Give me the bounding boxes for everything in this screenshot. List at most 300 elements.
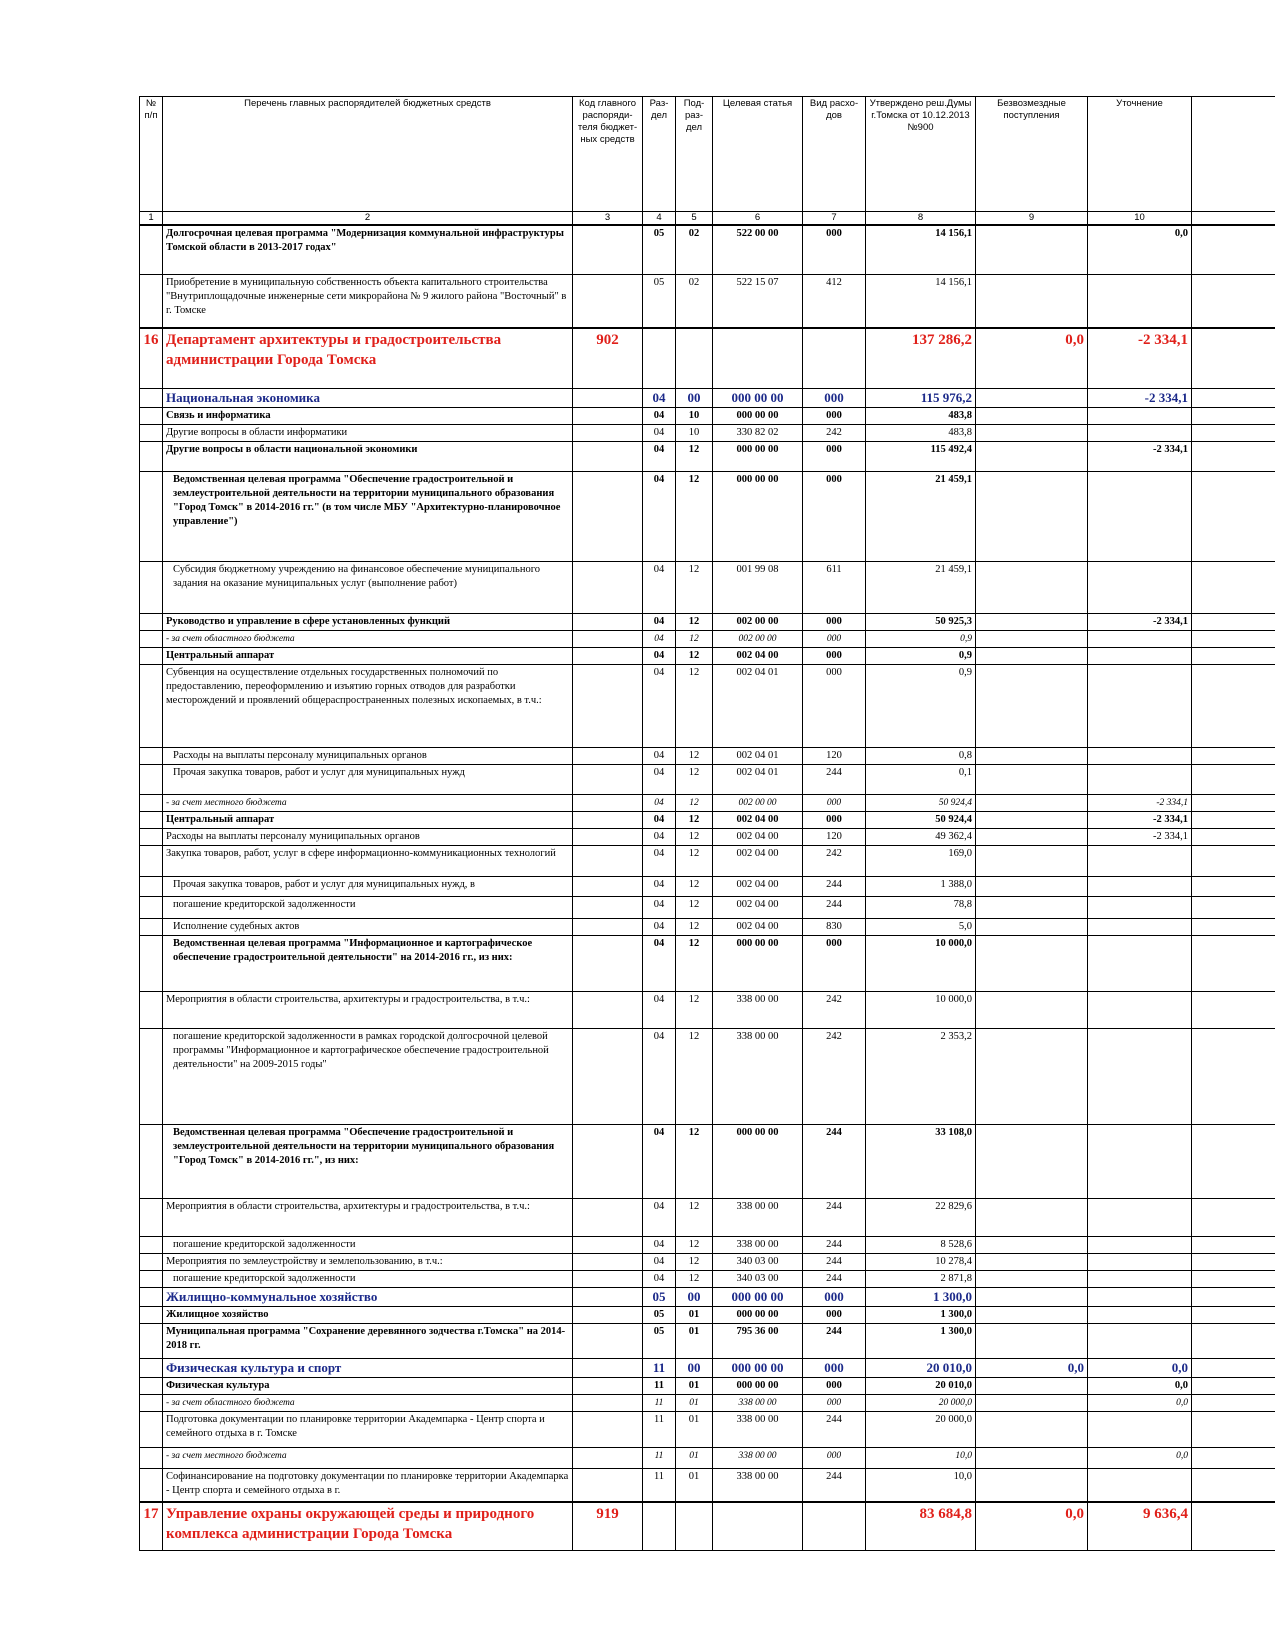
table-row [140, 1028, 1275, 1124]
row-free [976, 647, 1088, 664]
row-code [573, 794, 643, 811]
row-name: Физическая культура [163, 1377, 573, 1394]
row-free [976, 1323, 1088, 1358]
header-code: Код главного распоряди- теля бюджет- ных средств [573, 97, 643, 212]
row-num [140, 441, 163, 471]
row-article: 000 00 00 [713, 1306, 803, 1323]
row-approved: 0,1 [866, 764, 976, 794]
row-razdel: 04 [643, 424, 676, 441]
row-article [713, 328, 803, 388]
row-free [976, 664, 1088, 747]
row-vid: 242 [803, 991, 866, 1028]
row-article: 002 04 01 [713, 764, 803, 794]
row-code [573, 845, 643, 876]
row-code [573, 424, 643, 441]
header-free: Безвозмездные поступления [976, 97, 1088, 212]
row-free [976, 764, 1088, 794]
row-num [140, 471, 163, 561]
row-article: 338 00 00 [713, 1198, 803, 1236]
row-num [140, 918, 163, 935]
row-approved: 1 300,0 [866, 1323, 976, 1358]
row-free [976, 1394, 1088, 1411]
row-approved: 137 286,2 [866, 328, 976, 388]
row-razdel: 05 [643, 1323, 676, 1358]
row-num [140, 1447, 163, 1468]
row-vid: 244 [803, 1198, 866, 1236]
row-article: 000 00 00 [713, 471, 803, 561]
row-clarif: -2 334,1 [1088, 328, 1192, 388]
row-podrazdel: 12 [676, 828, 713, 845]
row-approved: 10 000,0 [866, 991, 976, 1028]
row-name: - за счет областного бюджета [163, 630, 573, 647]
row-approved: 83 684,8 [866, 1502, 976, 1550]
row-name: Другие вопросы в области национальной экономики [163, 441, 573, 471]
row-free [976, 274, 1088, 328]
row-razdel: 11 [643, 1411, 676, 1447]
table-row [140, 441, 1275, 471]
row-free [976, 1468, 1088, 1502]
row-vid: 000 [803, 407, 866, 424]
row-vid: 244 [803, 1236, 866, 1253]
row-code [573, 918, 643, 935]
row-approved: 22 829,6 [866, 1198, 976, 1236]
row-free [976, 1236, 1088, 1253]
row-podrazdel: 02 [676, 225, 713, 274]
row-vid: 000 [803, 225, 866, 274]
row-podrazdel: 12 [676, 876, 713, 896]
row-extra [1192, 441, 1275, 471]
table-row [140, 991, 1275, 1028]
row-razdel: 11 [643, 1358, 676, 1377]
col-number: 2 [163, 212, 573, 226]
col-number: 6 [713, 212, 803, 226]
row-free: 0,0 [976, 328, 1088, 388]
table-row [140, 1287, 1275, 1306]
row-free: 0,0 [976, 1358, 1088, 1377]
row-podrazdel: 12 [676, 1124, 713, 1198]
row-name: Долгосрочная целевая программа "Модернизация коммунальной инфраструктуры Томской области в 2013-2017 годах" [163, 225, 573, 274]
table-row [140, 274, 1275, 328]
row-code [573, 274, 643, 328]
row-article: 002 04 00 [713, 876, 803, 896]
row-razdel: 11 [643, 1394, 676, 1411]
row-name: Прочая закупка товаров, работ и услуг для муниципальных нужд, в [163, 876, 573, 896]
row-clarif [1088, 1198, 1192, 1236]
row-vid: 830 [803, 918, 866, 935]
row-vid: 000 [803, 613, 866, 630]
row-name: Центральный аппарат [163, 811, 573, 828]
row-extra [1192, 764, 1275, 794]
row-clarif: -2 334,1 [1088, 441, 1192, 471]
row-razdel: 04 [643, 845, 676, 876]
row-article: 002 04 00 [713, 828, 803, 845]
column-numbers [140, 212, 1275, 226]
row-podrazdel: 01 [676, 1377, 713, 1394]
row-name: погашение кредиторской задолженности [163, 1236, 573, 1253]
row-razdel: 04 [643, 747, 676, 764]
row-vid: 000 [803, 630, 866, 647]
row-name: Мероприятия в области строительства, архитектуры и градостроительства, в т.ч.: [163, 1198, 573, 1236]
row-num [140, 613, 163, 630]
row-podrazdel: 01 [676, 1411, 713, 1447]
row-article: 338 00 00 [713, 1028, 803, 1124]
row-podrazdel: 12 [676, 630, 713, 647]
row-free [976, 1270, 1088, 1287]
row-code [573, 1270, 643, 1287]
row-article: 338 00 00 [713, 1468, 803, 1502]
row-article: 000 00 00 [713, 388, 803, 407]
row-free [976, 441, 1088, 471]
row-razdel: 04 [643, 918, 676, 935]
row-razdel: 04 [643, 561, 676, 613]
row-num [140, 1358, 163, 1377]
row-code [573, 1236, 643, 1253]
row-name: Связь и информатика [163, 407, 573, 424]
budget-sheet [139, 96, 1275, 1551]
row-extra [1192, 1124, 1275, 1198]
row-article [713, 1502, 803, 1550]
row-approved: 10,0 [866, 1447, 976, 1468]
row-clarif [1088, 407, 1192, 424]
row-vid: 000 [803, 647, 866, 664]
row-code [573, 407, 643, 424]
row-code [573, 828, 643, 845]
row-podrazdel: 12 [676, 441, 713, 471]
table-row [140, 1394, 1275, 1411]
row-approved: 50 924,4 [866, 794, 976, 811]
row-clarif: -2 334,1 [1088, 828, 1192, 845]
row-razdel: 04 [643, 1198, 676, 1236]
row-approved: 2 353,2 [866, 1028, 976, 1124]
table-row [140, 1358, 1275, 1377]
row-name: Другие вопросы в области информатики [163, 424, 573, 441]
row-article: 795 36 00 [713, 1323, 803, 1358]
row-podrazdel: 12 [676, 1198, 713, 1236]
table-row [140, 471, 1275, 561]
row-extra [1192, 828, 1275, 845]
row-article: 338 00 00 [713, 1447, 803, 1468]
row-free [976, 918, 1088, 935]
table-row [140, 1447, 1275, 1468]
row-podrazdel: 00 [676, 1287, 713, 1306]
row-vid: 120 [803, 828, 866, 845]
row-extra [1192, 471, 1275, 561]
row-article: 340 03 00 [713, 1270, 803, 1287]
row-code [573, 991, 643, 1028]
row-podrazdel: 12 [676, 764, 713, 794]
row-code [573, 630, 643, 647]
row-clarif [1088, 471, 1192, 561]
row-approved: 21 459,1 [866, 561, 976, 613]
row-extra [1192, 407, 1275, 424]
row-vid: 244 [803, 1468, 866, 1502]
row-razdel: 04 [643, 828, 676, 845]
row-extra [1192, 1377, 1275, 1394]
row-num [140, 1411, 163, 1447]
row-article: 338 00 00 [713, 1411, 803, 1447]
row-razdel: 04 [643, 935, 676, 991]
row-vid: 000 [803, 471, 866, 561]
row-approved: 0,9 [866, 630, 976, 647]
row-extra [1192, 561, 1275, 613]
row-razdel: 04 [643, 441, 676, 471]
table-row [140, 747, 1275, 764]
row-num [140, 876, 163, 896]
row-podrazdel: 12 [676, 747, 713, 764]
row-extra [1192, 328, 1275, 388]
row-approved: 14 156,1 [866, 274, 976, 328]
row-podrazdel: 12 [676, 1236, 713, 1253]
row-extra [1192, 845, 1275, 876]
row-article: 000 00 00 [713, 935, 803, 991]
row-podrazdel: 12 [676, 561, 713, 613]
row-free [976, 845, 1088, 876]
row-code: 919 [573, 1502, 643, 1550]
row-free [976, 1447, 1088, 1468]
row-code [573, 1358, 643, 1377]
row-article: 002 04 00 [713, 918, 803, 935]
row-podrazdel [676, 1502, 713, 1550]
row-name: Муниципальная программа "Сохранение деревянного зодчества г.Томска" на 2014-2018 гг. [163, 1323, 573, 1358]
row-extra [1192, 1236, 1275, 1253]
row-num [140, 647, 163, 664]
row-code [573, 1394, 643, 1411]
row-approved: 115 492,4 [866, 441, 976, 471]
row-razdel: 04 [643, 1236, 676, 1253]
row-num [140, 561, 163, 613]
row-num [140, 1028, 163, 1124]
row-code [573, 1377, 643, 1394]
row-num [140, 1468, 163, 1502]
row-approved: 14 156,1 [866, 225, 976, 274]
row-clarif [1088, 918, 1192, 935]
row-clarif: -2 334,1 [1088, 811, 1192, 828]
row-vid: 000 [803, 441, 866, 471]
row-vid: 000 [803, 1358, 866, 1377]
row-clarif [1088, 561, 1192, 613]
row-free [976, 811, 1088, 828]
row-podrazdel: 12 [676, 811, 713, 828]
row-razdel [643, 1502, 676, 1550]
row-code [573, 1306, 643, 1323]
row-free [976, 828, 1088, 845]
row-razdel: 04 [643, 407, 676, 424]
table-row [140, 424, 1275, 441]
row-name: погашение кредиторской задолженности [163, 1270, 573, 1287]
row-num [140, 794, 163, 811]
row-name: Жилищное хозяйство [163, 1306, 573, 1323]
row-num: 17 [140, 1502, 163, 1550]
row-approved: 483,8 [866, 407, 976, 424]
header-approved: Утверждено реш.Думы г.Томска от 10.12.2013 №900 [866, 97, 976, 212]
row-article: 330 82 02 [713, 424, 803, 441]
row-podrazdel: 00 [676, 1358, 713, 1377]
row-extra [1192, 747, 1275, 764]
row-clarif: -2 334,1 [1088, 794, 1192, 811]
row-extra [1192, 424, 1275, 441]
row-code [573, 664, 643, 747]
row-extra [1192, 1270, 1275, 1287]
row-num: 16 [140, 328, 163, 388]
row-razdel: 04 [643, 471, 676, 561]
row-free [976, 1377, 1088, 1394]
col-number: 7 [803, 212, 866, 226]
row-clarif: 0,0 [1088, 1394, 1192, 1411]
row-clarif [1088, 935, 1192, 991]
row-article: 338 00 00 [713, 1394, 803, 1411]
row-code [573, 613, 643, 630]
row-clarif [1088, 1253, 1192, 1270]
row-num [140, 664, 163, 747]
row-extra [1192, 1253, 1275, 1270]
row-name: Расходы на выплаты персоналу муниципальных органов [163, 828, 573, 845]
table-row [140, 1323, 1275, 1358]
row-podrazdel: 02 [676, 274, 713, 328]
row-clarif [1088, 274, 1192, 328]
table-row [140, 764, 1275, 794]
col-number-extra [1192, 212, 1275, 226]
row-name: Управление охраны окружающей среды и природного комплекса администрации Города Томска [163, 1502, 573, 1550]
row-clarif [1088, 764, 1192, 794]
row-name: Мероприятия в области строительства, архитектуры и градостроительства, в т.ч.: [163, 991, 573, 1028]
row-free [976, 388, 1088, 407]
row-free [976, 561, 1088, 613]
row-code [573, 647, 643, 664]
row-clarif [1088, 424, 1192, 441]
row-vid: 244 [803, 876, 866, 896]
row-code [573, 811, 643, 828]
row-article: 000 00 00 [713, 441, 803, 471]
row-extra [1192, 1323, 1275, 1358]
row-extra [1192, 647, 1275, 664]
row-free [976, 794, 1088, 811]
col-number: 9 [976, 212, 1088, 226]
row-name: Руководство и управление в сфере установленных функций [163, 613, 573, 630]
row-clarif [1088, 1411, 1192, 1447]
table-row [140, 1236, 1275, 1253]
row-article: 002 04 00 [713, 845, 803, 876]
table-row [140, 876, 1275, 896]
row-podrazdel: 12 [676, 1028, 713, 1124]
row-code [573, 1287, 643, 1306]
row-name: Физическая культура и спорт [163, 1358, 573, 1377]
row-name: - за счет местного бюджета [163, 794, 573, 811]
row-article: 000 00 00 [713, 1287, 803, 1306]
row-vid: 611 [803, 561, 866, 613]
row-vid: 244 [803, 1323, 866, 1358]
row-podrazdel: 12 [676, 896, 713, 918]
row-approved: 0,8 [866, 747, 976, 764]
table-row [140, 1377, 1275, 1394]
row-extra [1192, 1198, 1275, 1236]
row-num [140, 747, 163, 764]
row-extra [1192, 1394, 1275, 1411]
row-extra [1192, 664, 1275, 747]
row-name: Ведомственная целевая программа "Обеспечение градостроительной и землеустроительной деятельности на территории муниципального образования "Город Томск" в 2014-2016 гг.", из них: [163, 1124, 573, 1198]
row-clarif: -2 334,1 [1088, 613, 1192, 630]
row-approved: 5,0 [866, 918, 976, 935]
table-row [140, 794, 1275, 811]
row-razdel: 04 [643, 896, 676, 918]
row-name: Национальная экономика [163, 388, 573, 407]
header-article: Целевая статья [713, 97, 803, 212]
row-approved: 20 000,0 [866, 1411, 976, 1447]
row-num [140, 1124, 163, 1198]
row-article: 522 15 07 [713, 274, 803, 328]
row-clarif [1088, 1270, 1192, 1287]
row-extra [1192, 1306, 1275, 1323]
table-row [140, 1306, 1275, 1323]
row-vid: 242 [803, 424, 866, 441]
header-num: № п/п [140, 97, 163, 212]
row-podrazdel: 01 [676, 1468, 713, 1502]
row-podrazdel: 01 [676, 1394, 713, 1411]
row-num [140, 1236, 163, 1253]
row-num [140, 225, 163, 274]
row-approved: 50 924,4 [866, 811, 976, 828]
row-vid [803, 328, 866, 388]
table-row [140, 1198, 1275, 1236]
row-clarif [1088, 1028, 1192, 1124]
row-vid: 120 [803, 747, 866, 764]
row-razdel: 04 [643, 764, 676, 794]
row-num [140, 896, 163, 918]
table-row [140, 845, 1275, 876]
row-name: - за счет областного бюджета [163, 1394, 573, 1411]
budget-table [139, 96, 1275, 1551]
row-approved: 50 925,3 [866, 613, 976, 630]
row-extra [1192, 1358, 1275, 1377]
row-vid: 412 [803, 274, 866, 328]
row-vid: 000 [803, 664, 866, 747]
row-razdel: 04 [643, 811, 676, 828]
row-name: Подготовка документации по планировке территории Академпарка - Центр спорта и семейного отдыха в г. Томске [163, 1411, 573, 1447]
row-razdel: 05 [643, 1287, 676, 1306]
row-num [140, 1253, 163, 1270]
row-article: 000 00 00 [713, 1358, 803, 1377]
row-code [573, 1028, 643, 1124]
row-code [573, 388, 643, 407]
row-razdel: 04 [643, 664, 676, 747]
row-name: погашение кредиторской задолженности [163, 896, 573, 918]
row-vid: 242 [803, 1028, 866, 1124]
table-row [140, 1411, 1275, 1447]
row-vid: 242 [803, 845, 866, 876]
row-vid: 000 [803, 794, 866, 811]
row-num [140, 845, 163, 876]
row-razdel: 04 [643, 388, 676, 407]
row-podrazdel: 01 [676, 1323, 713, 1358]
row-razdel: 11 [643, 1447, 676, 1468]
row-num [140, 991, 163, 1028]
table-header [140, 97, 1275, 212]
row-article: 002 00 00 [713, 630, 803, 647]
row-extra [1192, 630, 1275, 647]
table-row [140, 811, 1275, 828]
row-vid: 244 [803, 1270, 866, 1287]
row-razdel: 11 [643, 1468, 676, 1502]
row-approved: 8 528,6 [866, 1236, 976, 1253]
row-article: 002 04 00 [713, 811, 803, 828]
row-name: Ведомственная целевая программа "Информационное и картографическое обеспечение градостроительной деятельности" на 2014-2016 гг., из них: [163, 935, 573, 991]
row-vid: 000 [803, 1306, 866, 1323]
row-clarif [1088, 845, 1192, 876]
table-row [140, 388, 1275, 407]
row-extra [1192, 388, 1275, 407]
row-code [573, 1411, 643, 1447]
table-row [140, 328, 1275, 388]
row-vid: 000 [803, 811, 866, 828]
